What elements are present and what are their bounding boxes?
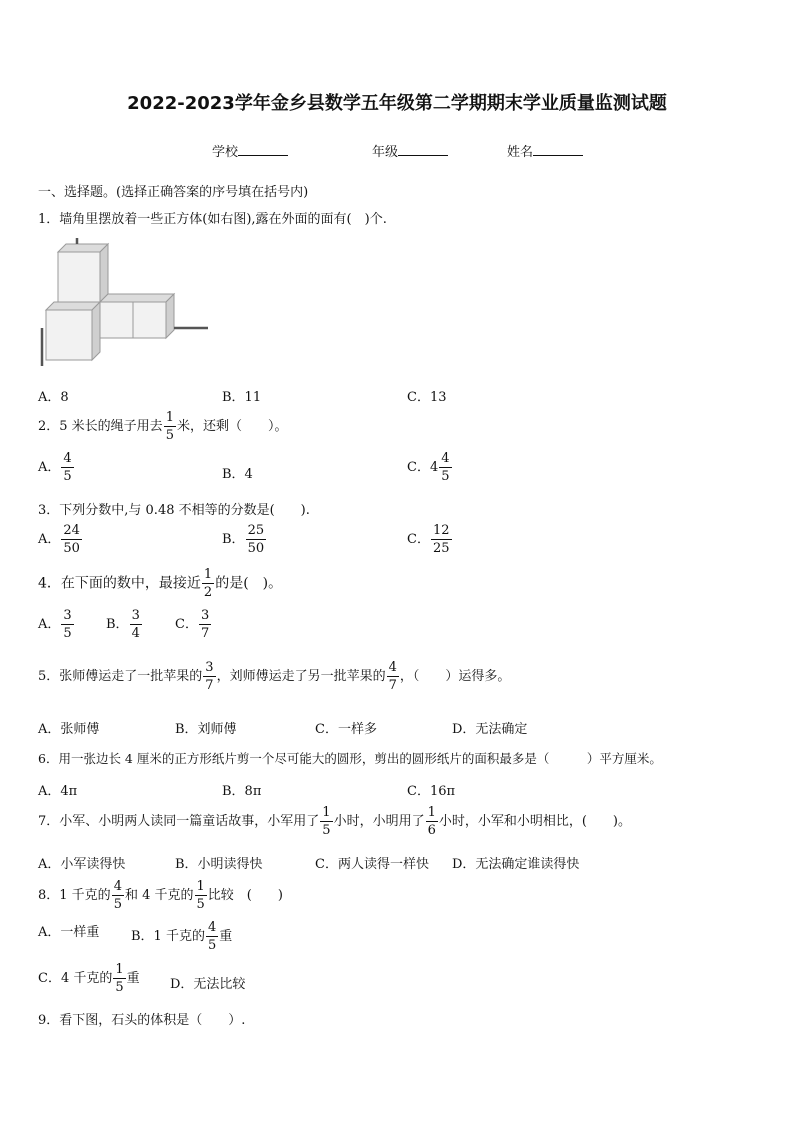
q8-num-1: 4: [113, 879, 122, 894]
q8-a-label: A．一样重: [38, 925, 100, 940]
q8-fraction-1: [112, 880, 124, 911]
q3-b-den: 50: [247, 541, 265, 556]
q7-num-1: 1: [322, 805, 331, 820]
q8-c-fraction: [113, 963, 125, 994]
question-9-text: 9．看下图，石头的体积是（ ）.: [38, 1013, 246, 1028]
school-blank[interactable]: [238, 143, 288, 156]
q7-option-a[interactable]: A．小军读得快: [38, 857, 126, 872]
q4-b-label: B．: [106, 617, 129, 632]
q8-den-1: 5: [113, 897, 122, 912]
q7-option-d[interactable]: D．无法确定谁读得快: [452, 857, 580, 872]
q7-text-pre: 7．小军、小明两人读同一篇童话故事，小军用了: [38, 814, 320, 829]
q5-text-post: ，（ ）运得多。: [399, 669, 511, 684]
q5-num-2: 4: [388, 660, 397, 675]
q4-c-label: C．: [175, 617, 198, 632]
q4-text-pre: 4．在下面的数中，最接近: [38, 575, 201, 592]
q3-a-den: 50: [63, 541, 80, 556]
q8-c-post: 重: [126, 971, 140, 986]
q3-c-num: 12: [432, 523, 450, 538]
q3-c-den: 25: [432, 541, 450, 556]
page-title: 2022-2023学年金乡县数学五年级第二学期期末学业质量监测试题: [127, 93, 667, 114]
q5-num-1: 3: [205, 660, 214, 675]
q4-option-b[interactable]: [106, 609, 143, 640]
question-4-text: [38, 568, 282, 599]
q2-c-label: C．4: [407, 460, 439, 475]
q4-b-den: 4: [131, 626, 140, 641]
q7-num-2: 1: [427, 805, 436, 820]
q3-a-num: 24: [63, 523, 80, 538]
q4-c-den: 7: [200, 626, 210, 641]
q8-b-num: 4: [207, 920, 217, 935]
q8-den-2: 5: [196, 897, 205, 912]
name-label: 姓名: [507, 145, 534, 160]
q7-den-1: 5: [322, 823, 331, 838]
question-2-text: [38, 411, 287, 442]
q5-text-pre: 5．张师傅运走了一批苹果的: [38, 669, 203, 684]
q7-text-mid: 小时，小明用了: [333, 814, 425, 829]
q2-a-fraction: [61, 452, 73, 483]
q1-option-c[interactable]: C．13: [407, 390, 447, 405]
q1-option-a[interactable]: A．8: [38, 390, 69, 405]
q8-b-pre: B．1 千克的: [131, 929, 205, 944]
q8-option-c[interactable]: [38, 963, 140, 994]
question-7-text: [38, 806, 631, 837]
q2-a-den: 5: [63, 469, 72, 484]
q8-text-post: 比较 ( ): [207, 888, 283, 903]
q8-b-fraction: [206, 921, 218, 952]
q2-c-den: 5: [441, 469, 450, 484]
q5-den-1: 7: [205, 678, 214, 693]
q8-text-pre: 8．1 千克的: [38, 888, 111, 903]
q2-option-a[interactable]: [38, 452, 75, 483]
question-3-text: 3．下列分数中,与 0.48 不相等的分数是( ).: [38, 503, 310, 518]
q4-option-c[interactable]: [175, 609, 212, 640]
grade-blank[interactable]: [398, 143, 448, 156]
q4-c-fraction: [199, 609, 211, 640]
question-6-text: 6．用一张边长 4 厘米的正方形纸片剪一个尽可能大的圆形，剪出的圆形纸片的面积最多是（ ）平方厘米。: [38, 751, 662, 766]
q3-option-b[interactable]: [222, 524, 267, 555]
name-field: [507, 141, 583, 160]
q2-text-pre: 2．5 米长的绳子用去: [38, 419, 163, 434]
q4-a-den: 5: [63, 626, 72, 641]
grade-field: [372, 141, 448, 160]
q8-option-b[interactable]: [131, 921, 232, 952]
q2-den: 5: [165, 428, 174, 443]
q3-c-fraction: [431, 524, 452, 555]
section-heading: 一、选择题。(选择正确答案的序号填在括号内): [38, 185, 309, 200]
q8-c-den: 5: [115, 980, 124, 995]
q2-num: 1: [165, 410, 174, 425]
q5-option-d[interactable]: D．无法确定: [452, 722, 528, 737]
q7-text-post: 小时，小军和小明相比，( )。: [438, 814, 632, 829]
q3-b-label: B．: [222, 532, 245, 547]
q3-a-fraction: [61, 524, 82, 555]
q6-option-c[interactable]: C．16π: [407, 784, 456, 799]
q8-option-a[interactable]: [38, 921, 99, 940]
q4-option-a[interactable]: [38, 609, 75, 640]
question-8-text: [38, 880, 283, 911]
q2-option-b[interactable]: B．4: [222, 467, 253, 482]
q8-option-d[interactable]: D．无法比较: [170, 977, 246, 992]
q8-num-2: 1: [196, 879, 205, 894]
q3-option-a[interactable]: [38, 524, 83, 555]
q3-b-fraction: [246, 524, 267, 555]
q5-option-b[interactable]: B．刘师傅: [175, 722, 237, 737]
q4-c-num: 3: [200, 608, 210, 623]
q5-text-mid: ，刘师傅运走了另一批苹果的: [216, 669, 386, 684]
q4-fraction: [202, 568, 214, 599]
q4-den: 2: [203, 585, 213, 600]
q1-option-b[interactable]: B．11: [222, 390, 262, 405]
q2-c-fraction: [439, 452, 451, 483]
q5-fraction-1: [203, 661, 215, 692]
cube-corner-figure: [38, 236, 210, 370]
question-1-text: 1．墙角里摆放着一些正方体(如右图),露在外面的面有( )个.: [38, 212, 387, 227]
q6-option-a[interactable]: A．4π: [38, 784, 78, 799]
q6-option-b[interactable]: B．8π: [222, 784, 262, 799]
q7-fraction-2: [426, 806, 438, 837]
q4-a-num: 3: [63, 608, 72, 623]
q8-text-mid: 和 4 千克的: [124, 888, 194, 903]
q4-a-label: A．: [38, 617, 61, 632]
q7-option-c[interactable]: C．两人读得一样快: [315, 857, 429, 872]
q8-c-num: 1: [115, 962, 124, 977]
q8-b-post: 重: [219, 929, 233, 944]
q7-fraction-1: [320, 806, 332, 837]
q5-fraction-2: [387, 661, 399, 692]
q3-option-c[interactable]: [407, 524, 453, 555]
q2-c-num: 4: [441, 451, 450, 466]
name-blank[interactable]: [533, 143, 583, 156]
q3-b-num: 25: [247, 523, 265, 538]
q8-c-pre: C．4 千克的: [38, 971, 113, 986]
q4-text-post: 的是( )。: [215, 575, 283, 592]
q2-fraction: [164, 411, 176, 442]
q3-a-label: A．: [38, 532, 61, 547]
q4-b-num: 3: [131, 608, 140, 623]
question-5-text: [38, 661, 510, 692]
q4-num: 1: [203, 567, 213, 582]
school-label: 学校: [212, 145, 239, 160]
q3-c-label: C．: [407, 532, 430, 547]
q8-b-den: 5: [207, 938, 217, 953]
q7-den-2: 6: [427, 823, 436, 838]
q2-a-label: A．: [38, 460, 61, 475]
q4-a-fraction: [61, 609, 73, 640]
q4-b-fraction: [130, 609, 142, 640]
q2-a-num: 4: [63, 451, 72, 466]
q7-option-b[interactable]: B．小明读得快: [175, 857, 263, 872]
grade-label: 年级: [372, 145, 399, 160]
q2-option-c[interactable]: [407, 452, 453, 483]
q5-den-2: 7: [388, 678, 397, 693]
q5-option-c[interactable]: C．一样多: [315, 722, 377, 737]
q5-option-a[interactable]: A．张师傅: [38, 722, 100, 737]
q2-text-post: 米，还剩（ ）。: [176, 419, 288, 434]
q8-fraction-2: [195, 880, 207, 911]
school-field: [212, 141, 288, 160]
